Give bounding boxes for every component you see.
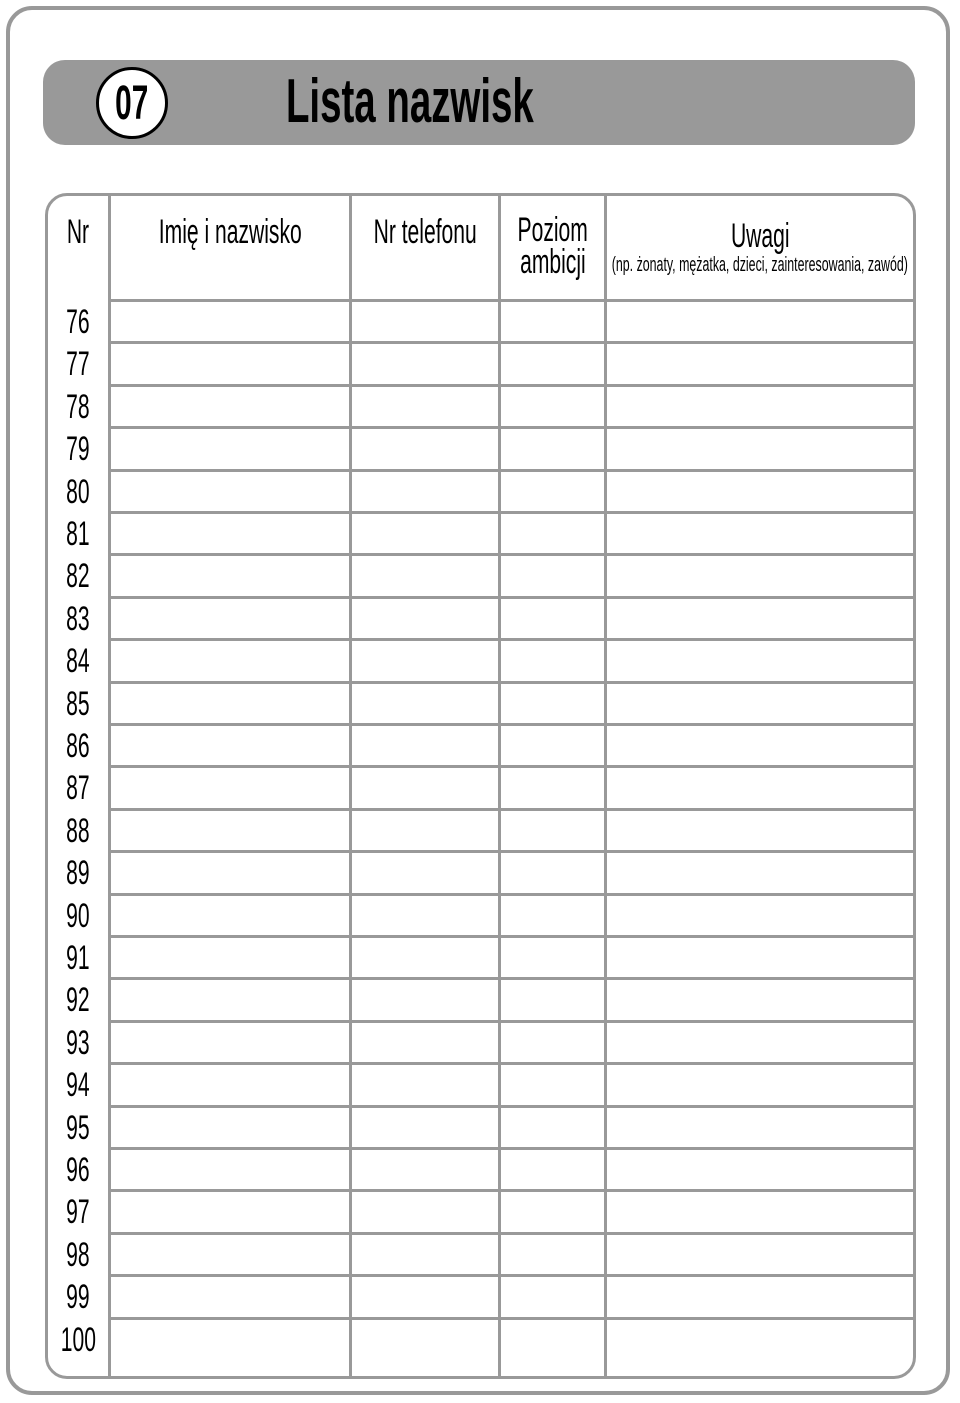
row-divider: [109, 384, 913, 387]
row-number: 78: [66, 387, 90, 426]
notes-hint: (np. żonaty, mężatka, dzieci, zainteresowania, zawód): [611, 254, 909, 276]
row-divider: [109, 681, 913, 684]
row-divider: [109, 299, 913, 302]
row-divider: [109, 1232, 913, 1235]
row-number: 91: [66, 938, 90, 977]
section-number: 07: [115, 76, 149, 130]
row-number: 79: [66, 429, 90, 468]
row-divider: [109, 1274, 913, 1277]
column-header-nr: Nr: [66, 213, 90, 251]
row-number: 84: [66, 641, 90, 680]
list-table: [45, 193, 916, 1379]
row-number: 82: [66, 556, 90, 595]
row-number: 98: [66, 1235, 90, 1274]
row-number: 88: [66, 811, 90, 850]
row-divider: [109, 553, 913, 556]
row-number: 90: [66, 896, 90, 935]
row-divider: [109, 469, 913, 472]
row-number: 99: [66, 1277, 90, 1316]
row-divider: [109, 426, 913, 429]
row-number: 86: [66, 726, 90, 765]
row-number: 87: [66, 768, 90, 807]
row-number: 76: [66, 302, 90, 341]
row-divider: [109, 1317, 913, 1320]
column-header-phone: Nr telefonu: [373, 213, 477, 251]
row-divider: [109, 511, 913, 514]
row-number: 96: [66, 1150, 90, 1189]
column-divider: [349, 193, 352, 1379]
column-divider: [604, 193, 607, 1379]
column-divider: [498, 193, 501, 1379]
row-divider: [109, 893, 913, 896]
column-divider: [108, 193, 111, 1379]
row-number: 81: [66, 514, 90, 553]
column-header-notes: Uwagi (np. żonaty, mężatka, dzieci, zainteresowania, zawód): [611, 217, 909, 276]
row-number: 77: [66, 344, 90, 383]
row-divider: [109, 1062, 913, 1065]
row-divider: [109, 765, 913, 768]
row-divider: [109, 1189, 913, 1192]
row-number: 97: [66, 1192, 90, 1231]
row-divider: [109, 1105, 913, 1108]
column-header-name: Imię i nazwisko: [158, 213, 302, 251]
row-number: 95: [66, 1108, 90, 1147]
row-number: 93: [66, 1023, 90, 1062]
row-number: 92: [66, 980, 90, 1019]
row-number: 89: [66, 853, 90, 892]
column-header-ambition: Poziom ambicji: [517, 211, 588, 281]
row-divider: [109, 935, 913, 938]
row-divider: [109, 808, 913, 811]
page-title: [255, 64, 565, 138]
row-divider: [109, 1147, 913, 1150]
row-divider: [109, 341, 913, 344]
row-divider: [109, 850, 913, 853]
row-number: 94: [66, 1065, 90, 1104]
row-divider: [109, 596, 913, 599]
row-number: 100: [60, 1320, 96, 1359]
row-divider: [109, 977, 913, 980]
row-number: 85: [66, 684, 90, 723]
row-number: 80: [66, 472, 90, 511]
row-number: 83: [66, 599, 90, 638]
row-divider: [109, 1020, 913, 1023]
row-divider: [109, 638, 913, 641]
row-divider: [109, 723, 913, 726]
section-number-badge: [96, 67, 168, 139]
page-title-text: Lista nazwisk: [286, 66, 534, 136]
